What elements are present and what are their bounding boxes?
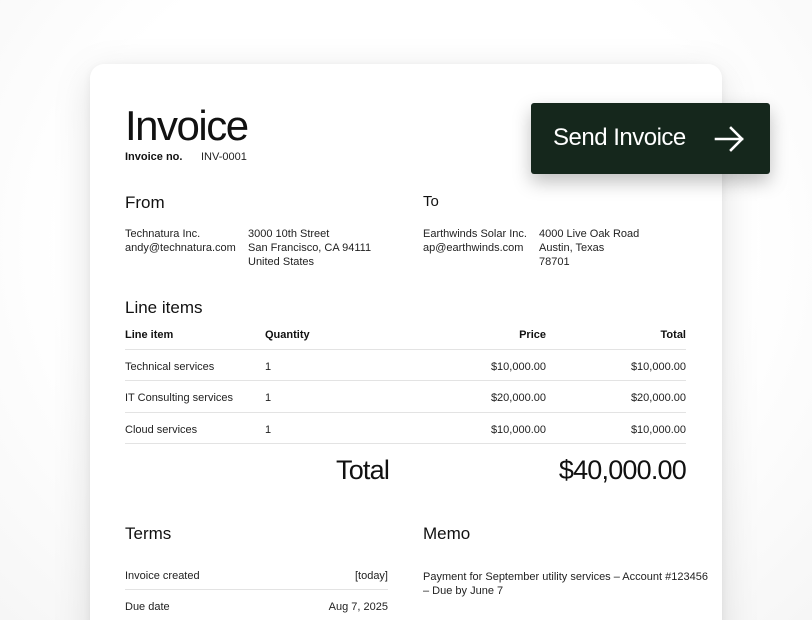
line-item-total: $10,000.00: [630, 361, 686, 373]
column-header-price: Price: [519, 329, 546, 341]
divider: [125, 443, 686, 444]
line-item-quantity: 1: [265, 361, 272, 373]
invoice-title: Invoice: [125, 102, 248, 149]
memo-line1: Payment for September utility services – Account #123456: [423, 571, 708, 583]
line-item-price: $10,000.00: [490, 361, 546, 373]
line-item-total: $20,000.00: [630, 392, 686, 404]
terms-row-label: Invoice created: [125, 570, 200, 582]
line-item-total: $10,000.00: [630, 424, 686, 436]
to-address-line1: 4000 Live Oak Road: [539, 228, 640, 240]
column-header-line-item: Line item: [125, 329, 174, 341]
total-value: $40,000.00: [558, 455, 686, 485]
divider: [125, 412, 686, 413]
line-items-heading: Line items: [125, 298, 203, 317]
line-item-name: IT Consulting services: [125, 392, 234, 404]
terms-row-value: [today]: [354, 570, 388, 582]
invoice-number-value: INV-0001: [201, 151, 247, 163]
column-header-quantity: Quantity: [265, 329, 310, 341]
to-heading: To: [423, 193, 439, 210]
terms-row-value: Aug 7, 2025: [328, 601, 388, 613]
memo-heading: Memo: [423, 524, 471, 543]
to-address-line3: 78701: [539, 256, 570, 268]
arrow-right-icon: [714, 125, 746, 153]
from-address-line2: San Francisco, CA 94111: [248, 242, 372, 254]
from-company: Technatura Inc.: [125, 228, 201, 240]
line-item-quantity: 1: [265, 392, 272, 404]
to-company: Earthwinds Solar Inc.: [423, 228, 527, 240]
line-item-name: Cloud services: [125, 424, 198, 436]
column-header-total: Total: [660, 329, 686, 341]
divider: [125, 589, 388, 590]
line-item-price: $10,000.00: [490, 424, 546, 436]
send-invoice-button[interactable]: [531, 103, 770, 174]
divider: [125, 349, 686, 350]
from-heading: From: [125, 193, 165, 212]
terms-heading: Terms: [125, 524, 172, 543]
invoice-number-label: Invoice no.: [125, 151, 183, 163]
memo-line2: – Due by June 7: [423, 585, 504, 597]
line-item-name: Technical services: [125, 361, 215, 373]
to-address-line2: Austin, Texas: [539, 242, 605, 254]
from-email[interactable]: andy@technatura.com: [125, 242, 236, 254]
total-label: Total: [336, 455, 390, 485]
send-invoice-label: Send Invoice: [553, 124, 686, 151]
to-email[interactable]: ap@earthwinds.com: [423, 242, 524, 254]
from-address-line1: 3000 10th Street: [248, 228, 330, 240]
line-item-price: $20,000.00: [490, 392, 546, 404]
divider: [125, 380, 686, 381]
from-address-line3: United States: [248, 256, 315, 268]
line-item-quantity: 1: [265, 424, 272, 436]
terms-row-label: Due date: [125, 601, 170, 613]
